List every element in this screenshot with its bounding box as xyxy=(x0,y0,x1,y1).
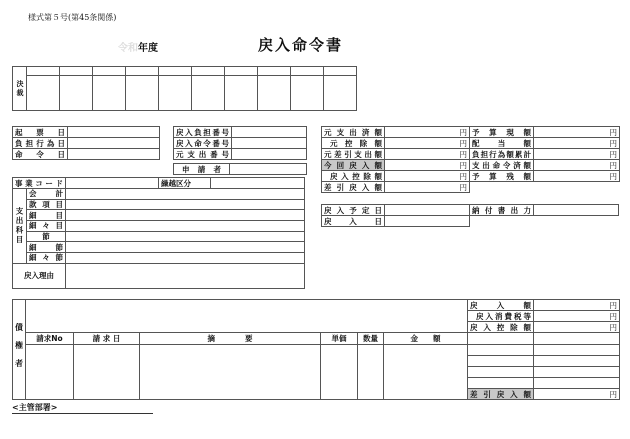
stamp-cell[interactable] xyxy=(126,76,159,111)
number-label: 元支出番号 xyxy=(174,149,232,160)
creditor-table xyxy=(12,299,620,400)
quantity-cell[interactable] xyxy=(358,345,384,400)
amount-value[interactable]: 円 xyxy=(385,160,470,171)
expense-row-value[interactable] xyxy=(66,231,305,242)
amount-value[interactable]: 円 xyxy=(385,149,470,160)
reason-value[interactable] xyxy=(66,263,305,288)
budget-value[interactable]: 円 xyxy=(534,149,620,160)
stamp-cell[interactable] xyxy=(225,76,258,111)
expense-row-label: 細々節 xyxy=(27,253,66,264)
date-label: 負担行為日 xyxy=(13,138,68,149)
reason-label: 戻入理由 xyxy=(13,263,66,288)
stamp-cell[interactable] xyxy=(60,76,93,111)
stamp-cell[interactable] xyxy=(93,76,126,111)
summary-label: 戻 入 額 xyxy=(468,300,534,311)
amounts-table xyxy=(321,126,620,193)
number-value[interactable] xyxy=(232,149,307,160)
slip-output-label: 納付書出力 xyxy=(470,205,534,216)
budget-value[interactable]: 円 xyxy=(534,138,620,149)
expense-row-label: 会 計 xyxy=(27,189,66,200)
return-date-label: 戻 入 日 xyxy=(322,216,385,227)
amount-value[interactable]: 円 xyxy=(385,182,470,193)
number-label: 戻入負担番号 xyxy=(174,127,232,138)
era: 令和 xyxy=(118,43,138,54)
summary-label: 戻入消費税等 xyxy=(468,311,534,322)
slip-output-value[interactable] xyxy=(534,205,619,216)
applicant-label: 申 請 者 xyxy=(174,164,230,175)
expense-row-value[interactable] xyxy=(66,210,305,221)
return-date-value[interactable] xyxy=(385,216,470,227)
number-value[interactable] xyxy=(232,127,307,138)
expense-row-value[interactable] xyxy=(66,253,305,264)
total-value[interactable]: 円 xyxy=(534,389,620,400)
expense-row-value[interactable] xyxy=(66,189,305,200)
amount-value[interactable]: 円 xyxy=(385,127,470,138)
date-value[interactable] xyxy=(68,127,160,138)
column-header: 金 額 xyxy=(384,333,468,345)
expense-table xyxy=(12,177,305,289)
amount-label: 元支出済額 xyxy=(322,127,385,138)
date-value[interactable] xyxy=(68,149,160,160)
number-label: 戻入命令番号 xyxy=(174,138,232,149)
budget-value[interactable]: 円 xyxy=(534,171,620,182)
stamp-cell[interactable] xyxy=(27,76,60,111)
budget-label: 負担行為額累計 xyxy=(470,149,534,160)
expense-row-label: 款項目 xyxy=(27,199,66,210)
expense-row-label: 細 節 xyxy=(27,242,66,253)
amount-value[interactable]: 円 xyxy=(385,171,470,182)
applicant-table xyxy=(173,163,307,175)
approval-label: 決裁 xyxy=(13,67,27,111)
carry-value[interactable] xyxy=(211,178,305,189)
schedule-table xyxy=(321,204,619,227)
date-label: 命 令 日 xyxy=(13,149,68,160)
column-header: 請 求 日 xyxy=(74,333,140,345)
amount-cell[interactable] xyxy=(384,345,468,400)
amount-value[interactable]: 円 xyxy=(385,138,470,149)
planned-date-label: 戻入予定日 xyxy=(322,205,385,216)
planned-date-value[interactable] xyxy=(385,205,470,216)
total-label: 差引戻入額 xyxy=(468,389,534,400)
expense-row-value[interactable] xyxy=(66,242,305,253)
stamp-cell[interactable] xyxy=(192,76,225,111)
numbers-table xyxy=(173,126,307,160)
department-label: <主管部署> xyxy=(12,402,153,414)
approval-table xyxy=(12,66,357,111)
page-title: 戻入命令書 xyxy=(258,36,344,54)
amount-label: 今回戻入額 xyxy=(322,160,385,171)
budget-label: 支出命令済額 xyxy=(470,160,534,171)
year-label: 年度 xyxy=(138,43,158,54)
dates-table xyxy=(12,126,160,160)
stamp-cell[interactable] xyxy=(258,76,291,111)
budget-value[interactable]: 円 xyxy=(534,127,620,138)
expense-row-label: 節 xyxy=(27,231,66,242)
stamp-cell[interactable] xyxy=(324,76,357,111)
expense-row-value[interactable] xyxy=(66,221,305,232)
business-code-label: 事業コード xyxy=(13,178,66,189)
summary-label: 戻入控除額 xyxy=(468,322,534,333)
invoice-no-cell[interactable] xyxy=(26,345,74,400)
expense-row-value[interactable] xyxy=(66,199,305,210)
column-header: 摘 要 xyxy=(140,333,321,345)
summary-value[interactable]: 円 xyxy=(534,322,620,333)
carry-label: 繰越区分 xyxy=(159,178,211,189)
stamp-cell[interactable] xyxy=(291,76,324,111)
expense-group-label: 支出科目 xyxy=(13,189,27,264)
budget-value[interactable]: 円 xyxy=(534,160,620,171)
expense-row-label: 細々目 xyxy=(27,221,66,232)
summary-value[interactable]: 円 xyxy=(534,300,620,311)
creditor-label: 債権者 xyxy=(13,300,26,400)
date-value[interactable] xyxy=(68,138,160,149)
expense-row-label: 細 目 xyxy=(27,210,66,221)
number-value[interactable] xyxy=(232,138,307,149)
amount-label: 元差引支出額 xyxy=(322,149,385,160)
date-label: 起 票 日 xyxy=(13,127,68,138)
creditor-name[interactable] xyxy=(26,300,468,333)
invoice-date-cell[interactable] xyxy=(74,345,140,400)
form-number: 様式第５号(第45条関係) xyxy=(28,13,117,22)
amount-label: 元控除額 xyxy=(322,138,385,149)
applicant-value[interactable] xyxy=(230,164,307,175)
summary-value[interactable]: 円 xyxy=(534,311,620,322)
budget-label: 予算残額 xyxy=(470,171,534,182)
stamp-cell[interactable] xyxy=(159,76,192,111)
budget-label: 予算現額 xyxy=(470,127,534,138)
amount-label: 戻入控除額 xyxy=(322,171,385,182)
column-header: 単価 xyxy=(321,333,358,345)
summary-cell[interactable] xyxy=(140,345,321,400)
column-header: 数量 xyxy=(358,333,384,345)
column-header: 請求No xyxy=(26,333,74,345)
budget-label: 配 当 額 xyxy=(470,138,534,149)
unit-price-cell[interactable] xyxy=(321,345,358,400)
business-code-value[interactable] xyxy=(66,178,159,189)
amount-label: 差引戻入額 xyxy=(322,182,385,193)
